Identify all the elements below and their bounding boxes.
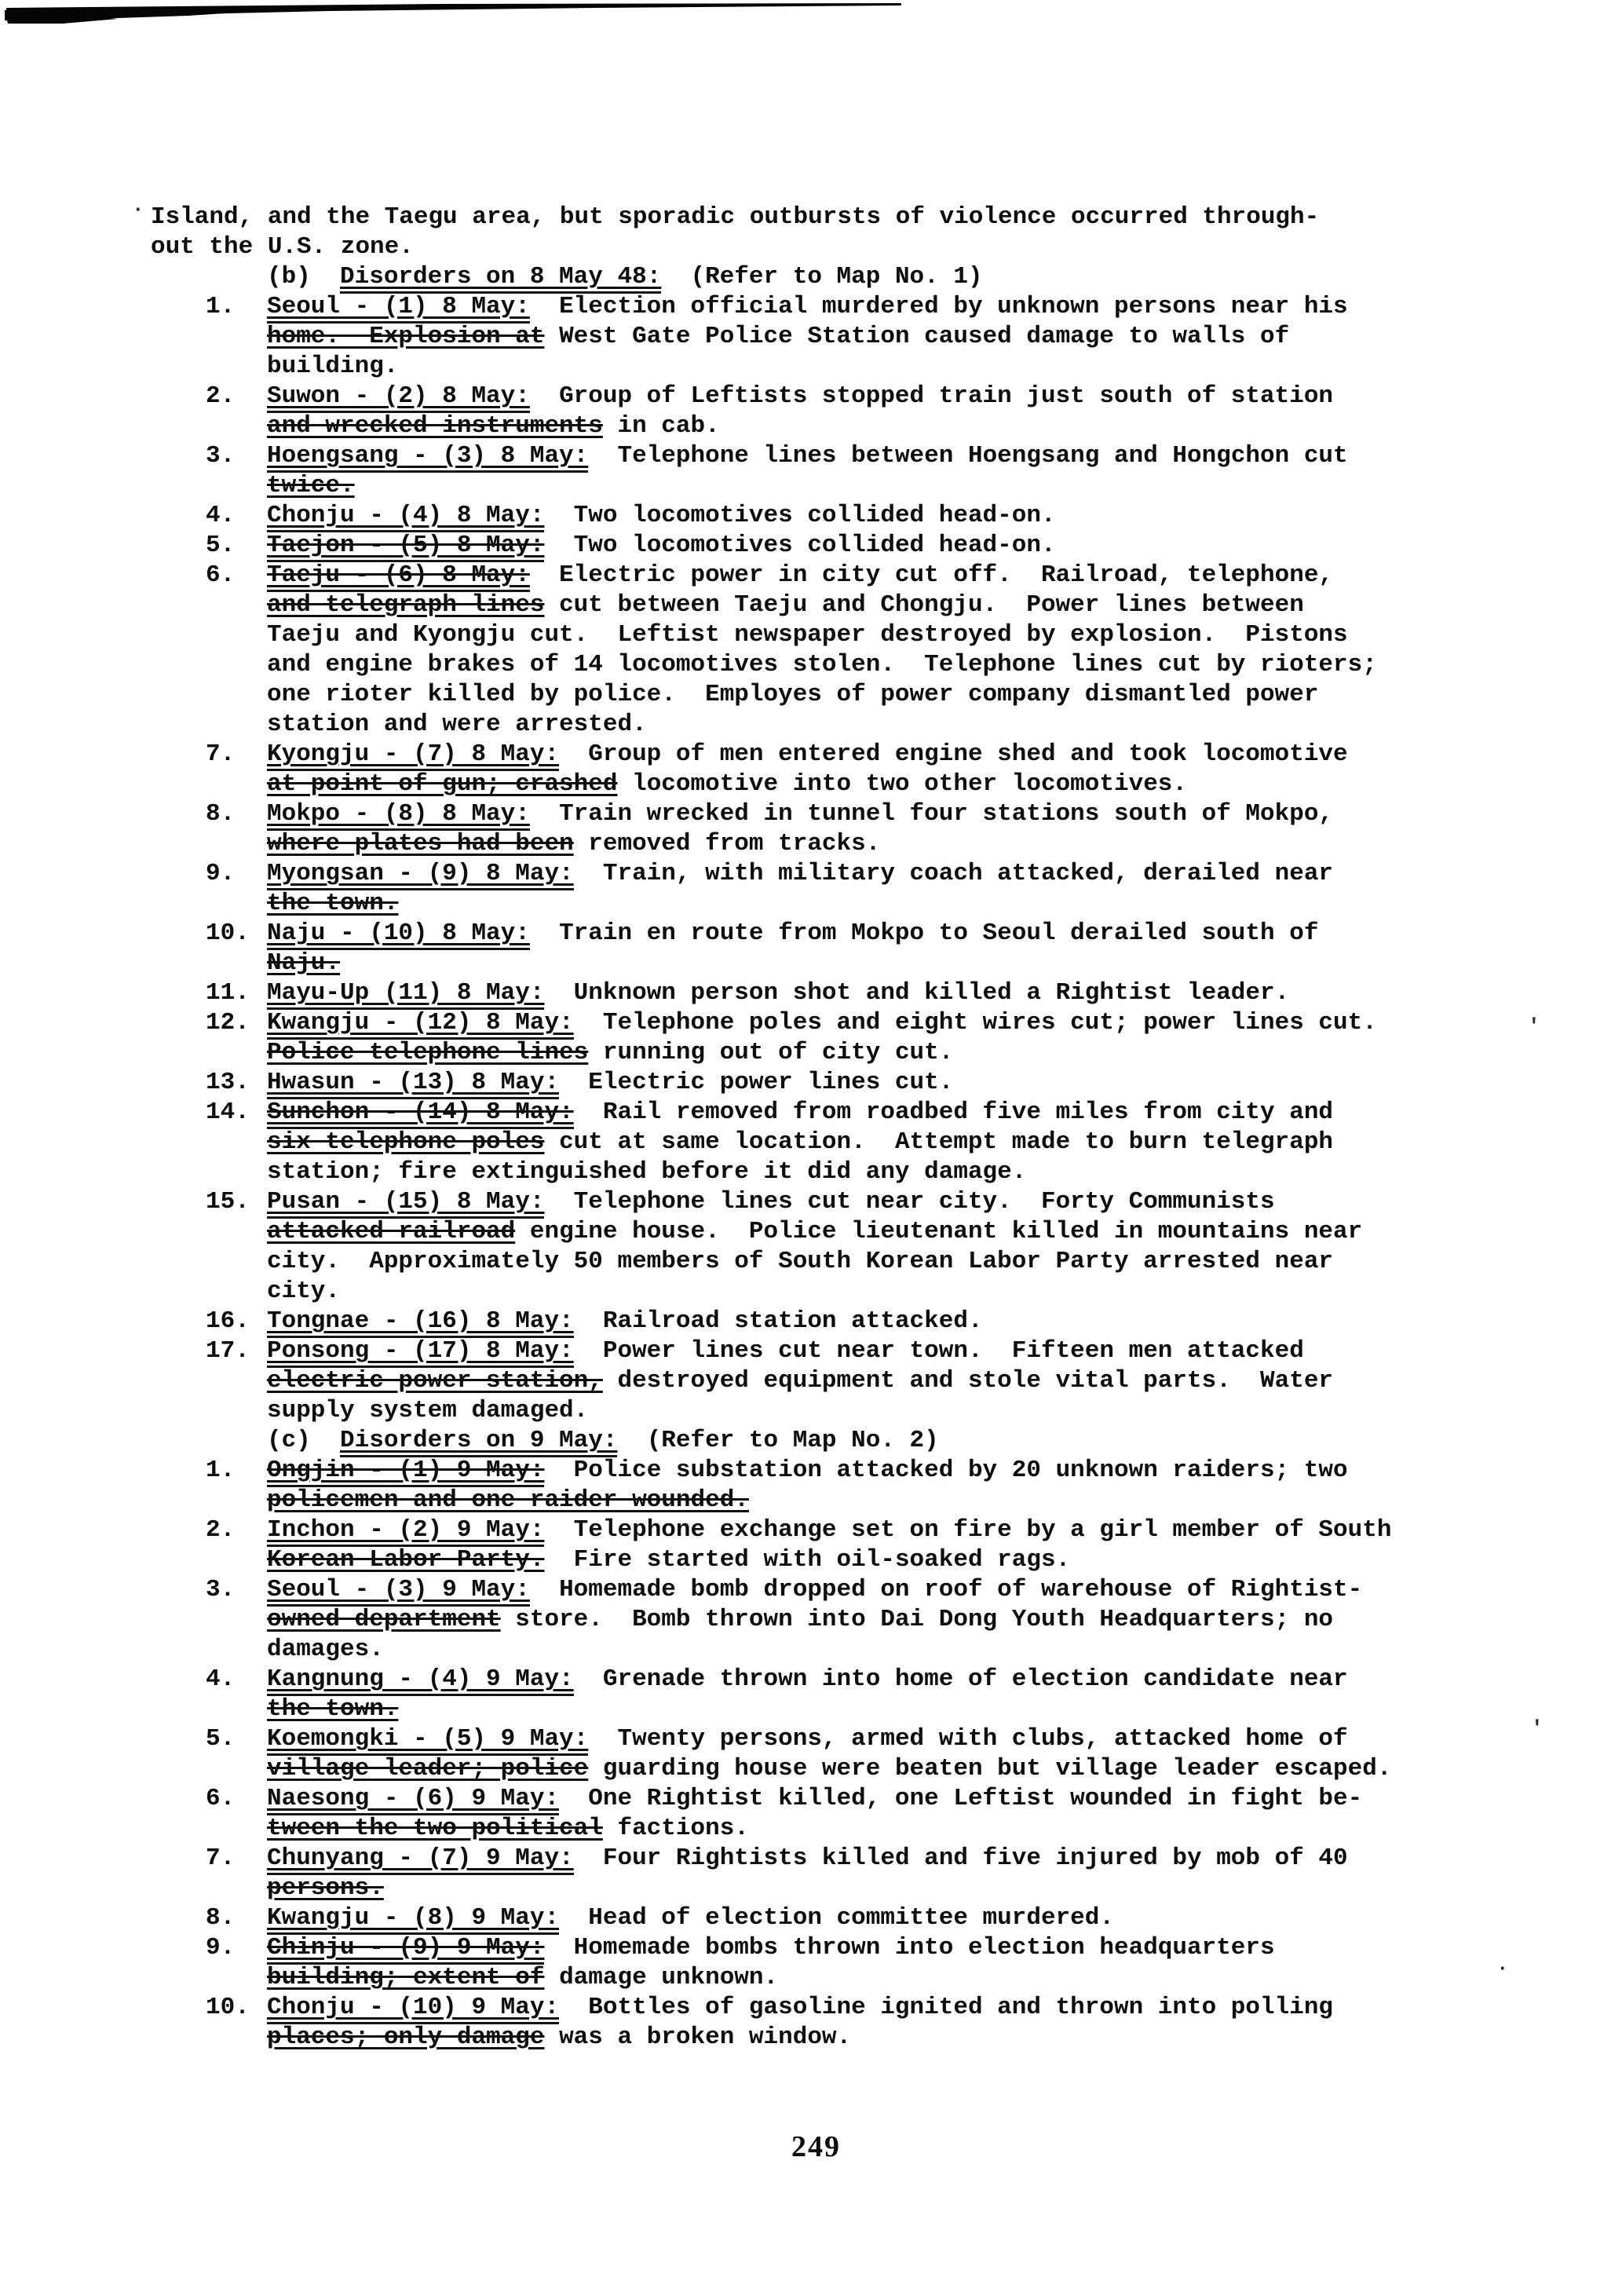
underlined-head: Kyongju - (7) 8 May: [267, 740, 559, 771]
text-segment: Electric power in city cut off. Railroad, telephone, [529, 561, 1334, 589]
struck-text-segment: village leader; police [267, 1755, 589, 1782]
struck-text-segment: twice. [267, 472, 355, 499]
text-segment: cut between Taeju and Chongju. Power lines between [544, 591, 1304, 619]
underlined-struck-head: Taejon - (5) 8 May: [267, 532, 544, 562]
item-number: 10. [206, 1994, 250, 2021]
text-segment: Rail removed from roadbed five miles from city and [573, 1099, 1334, 1126]
text-segment: removed from tracks. [573, 830, 881, 857]
underlined-head: Chonju - (4) 8 May: [267, 502, 544, 532]
doc-line [151, 889, 1501, 919]
text-segment: and engine brakes of 14 locomotives stolen. Telephone lines cut by rioters; [267, 651, 1377, 678]
struck-text-segment: building; extent of [267, 1964, 545, 1991]
doc-line [151, 1336, 1501, 1366]
doc-line [151, 531, 1501, 561]
doc-line [151, 1874, 1501, 1903]
text-segment: One Rightist killed, one Leftist wounded in fight be- [559, 1785, 1363, 1812]
item-number: 3. [206, 1576, 236, 1603]
text-segment: Train wrecked in tunnel four stations south of Mokpo, [529, 800, 1334, 828]
item-number: 6. [206, 561, 236, 589]
text-segment: Telephone exchange set on fire by a girl member of South [544, 1516, 1392, 1544]
text-segment: supply system damaged. [267, 1397, 589, 1424]
text-segment: Railroad station attacked. [573, 1307, 983, 1335]
doc-line [151, 919, 1501, 949]
doc-line [151, 1724, 1501, 1754]
text-segment: Head of election committee murdered. [559, 1904, 1114, 1932]
text-segment: in cab. [602, 412, 720, 440]
text-segment: was a broken window. [544, 2024, 852, 2051]
item-number: 9. [206, 860, 236, 887]
underlined-head: Hoengsang - (3) 8 May: [267, 442, 588, 473]
doc-line [151, 1366, 1501, 1396]
underlined-head: Tongnae - (16) 8 May: [267, 1307, 574, 1338]
text-segment: Election official murdered by unknown persons near his [529, 293, 1348, 320]
struck-text-segment: attacked railroad [267, 1218, 516, 1245]
struck-text-segment: places; only damage [267, 2024, 545, 2051]
item-number: 5. [206, 1725, 236, 1753]
doc-line [151, 501, 1501, 531]
item-number: 6. [206, 1785, 236, 1812]
item-number: 1. [206, 1457, 236, 1484]
text-segment: one rioter killed by police. Employes of power company dismantled power [267, 681, 1319, 708]
text-segment: running out of city cut. [588, 1039, 954, 1066]
item-number: 14. [206, 1099, 250, 1126]
text-segment: (c) [267, 1427, 341, 1454]
struck-text-segment: tween the two political [267, 1815, 603, 1842]
text-segment: Homemade bomb dropped on roof of warehouse of Rightist- [529, 1576, 1363, 1603]
text-segment: station and were arrested. [267, 711, 647, 738]
text-segment: Telephone poles and eight wires cut; power lines cut. [573, 1009, 1377, 1036]
struck-text-segment: and telegraph lines [267, 591, 545, 619]
item-number: 10. [206, 919, 250, 947]
item-number: 8. [206, 1904, 236, 1932]
doc-line [151, 1008, 1501, 1038]
text-segment: West Gate Police Station caused damage to walls of [544, 323, 1290, 350]
text-segment: Homemade bombs thrown into election headquarters [544, 1934, 1275, 1961]
item-number: 4. [206, 502, 236, 529]
scan-smear-artifact [0, 0, 942, 31]
item-number: 13. [206, 1069, 250, 1096]
text-segment: Train, with military coach attacked, derailed near [573, 860, 1334, 887]
text-segment: Fire started with oil-soaked rags. [544, 1546, 1071, 1574]
text-segment: damages. [267, 1636, 384, 1663]
struck-text-segment: home. Explosion at [267, 323, 545, 350]
doc-line [151, 441, 1501, 471]
doc-line [151, 740, 1501, 770]
doc-line [151, 1903, 1501, 1933]
doc-line [151, 1247, 1501, 1277]
struck-text-segment: at point of gun; crashed [267, 770, 618, 798]
struck-text-segment: owned department [267, 1606, 501, 1633]
page-number: 249 [791, 2130, 841, 2163]
underlined-head: Ponsong - (17) 8 May: [267, 1337, 574, 1368]
doc-line [151, 2023, 1501, 2053]
underlined-head: Disorders on 9 May: [340, 1427, 617, 1457]
doc-line [151, 1515, 1501, 1545]
item-number: 1. [206, 293, 236, 320]
doc-line [151, 590, 1501, 620]
stray-scan-mark: ' [1528, 1015, 1540, 1038]
doc-line [151, 829, 1501, 859]
underlined-struck-head: Chinju - (9) 9 May: [267, 1934, 544, 1965]
doc-line [151, 1128, 1501, 1157]
doc-line [151, 1098, 1501, 1128]
text-segment: Electric power lines cut. [559, 1069, 954, 1096]
text-segment: (Refer to Map No. 1) [661, 263, 983, 291]
struck-text-segment: and wrecked instruments [267, 412, 603, 440]
text-segment: destroyed equipment and stole vital parts. Water [602, 1367, 1334, 1395]
underlined-head: Chonju - (10) 9 May: [267, 1994, 559, 2024]
underlined-head: Chunyang - (7) 9 May: [267, 1844, 574, 1875]
stray-scan-mark: · [1496, 1957, 1509, 1980]
underlined-head: Naesong - (6) 9 May: [267, 1785, 559, 1815]
text-segment: station; fire extinguished before it did any damage. [267, 1158, 1027, 1186]
text-segment: Group of men entered engine shed and took locomotive [559, 740, 1348, 768]
doc-line [151, 1456, 1501, 1486]
item-number: 17. [206, 1337, 250, 1365]
text-segment: engine house. Police lieutenant killed in mountains near [515, 1218, 1363, 1245]
underlined-head: Kwangju - (8) 9 May: [267, 1904, 559, 1935]
doc-line [151, 1695, 1501, 1724]
doc-line [151, 262, 1501, 292]
text-segment: Island, and the Taegu area, but sporadic outbursts of violence occurred through- [151, 203, 1320, 231]
text-segment: Two locomotives collided head-on. [544, 532, 1056, 559]
item-number: 12. [206, 1009, 250, 1036]
doc-line [151, 203, 1501, 232]
underlined-head: Disorders on 8 May 48: [340, 263, 661, 294]
doc-line [151, 1754, 1501, 1784]
stray-scan-mark: ' [1531, 1717, 1543, 1740]
struck-text-segment: the town. [267, 890, 399, 917]
item-number: 9. [206, 1934, 236, 1961]
text-segment: cut at same location. Attempt made to burn telegraph [544, 1128, 1334, 1156]
text-segment: Police substation attacked by 20 unknown raiders; two [544, 1457, 1348, 1484]
doc-line [151, 292, 1501, 322]
underlined-head: Mokpo - (8) 8 May: [267, 800, 530, 831]
text-segment: Bottles of gasoline ignited and thrown into polling [559, 1994, 1334, 2021]
doc-line [151, 1605, 1501, 1635]
doc-line [151, 1486, 1501, 1515]
underlined-head: Naju - (10) 8 May: [267, 919, 530, 950]
doc-line [151, 1187, 1501, 1217]
item-number: 4. [206, 1665, 236, 1693]
text-segment: Power lines cut near town. Fifteen men attacked [573, 1337, 1304, 1365]
text-segment: Taeju and Kyongju cut. Leftist newspaper destroyed by explosion. Pistons [267, 621, 1348, 649]
doc-line [151, 1157, 1501, 1187]
struck-text-segment: the town. [267, 1695, 399, 1723]
item-number: 7. [206, 1844, 236, 1872]
doc-line [151, 1665, 1501, 1695]
underlined-struck-head: Sunchon - (14) 8 May: [267, 1099, 574, 1129]
text-segment: store. Bomb thrown into Dai Dong Youth Headquarters; no [500, 1606, 1334, 1633]
underlined-head: Kangnung - (4) 9 May: [267, 1665, 574, 1696]
struck-text-segment: six telephone poles [267, 1128, 545, 1156]
text-segment: Train en route from Mokpo to Seoul derailed south of [529, 919, 1319, 947]
doc-line [151, 1575, 1501, 1605]
struck-text-segment: Korean Labor Party. [267, 1546, 545, 1574]
item-number: 15. [206, 1188, 250, 1216]
item-number: 7. [206, 740, 236, 768]
doc-line [151, 1814, 1501, 1844]
text-segment: guarding house were beaten but village leader escaped. [588, 1755, 1392, 1782]
struck-text-segment: where plates had been [267, 830, 574, 857]
item-number: 3. [206, 442, 236, 470]
underlined-head: Seoul - (3) 9 May: [267, 1576, 530, 1607]
doc-line [151, 1277, 1501, 1307]
underlined-head: Mayu-Up (11) 8 May: [267, 979, 544, 1010]
item-number: 11. [206, 979, 250, 1007]
text-segment: Four Rightists killed and five injured by mob of 40 [573, 1844, 1348, 1872]
text-segment: Two locomotives collided head-on. [544, 502, 1056, 529]
stray-scan-mark: · [132, 198, 144, 221]
doc-line [151, 1993, 1501, 2023]
underlined-head: Hwasun - (13) 8 May: [267, 1069, 559, 1099]
underlined-struck-head: Taeju - (6) 8 May: [267, 561, 530, 592]
doc-line [151, 1038, 1501, 1068]
doc-line [151, 1545, 1501, 1575]
item-number: 2. [206, 382, 236, 410]
item-number: 5. [206, 532, 236, 559]
item-number: 8. [206, 800, 236, 828]
text-segment: damage unknown. [544, 1964, 779, 1991]
underlined-struck-head: Ongjin - (1) 9 May: [267, 1457, 544, 1487]
text-segment: Twenty persons, armed with clubs, attacked home of [588, 1725, 1348, 1753]
doc-line [151, 352, 1501, 382]
underlined-head: Inchon - (2) 9 May: [267, 1516, 544, 1547]
text-segment: city. Approximately 50 members of South Korean Labor Party arrested near [267, 1248, 1334, 1275]
underlined-head: Pusan - (15) 8 May: [267, 1188, 544, 1219]
text-segment: locomotive into two other locomotives. [617, 770, 1188, 798]
underlined-head: Myongsan - (9) 8 May: [267, 860, 574, 890]
doc-line [151, 382, 1501, 411]
underlined-head: Seoul - (1) 8 May: [267, 293, 530, 324]
struck-text-segment: Naju. [267, 949, 341, 977]
text-segment: Unknown person shot and killed a Rightist leader. [544, 979, 1290, 1007]
doc-line [151, 561, 1501, 590]
doc-line [151, 680, 1501, 710]
underlined-head: Kwangju - (12) 8 May: [267, 1009, 574, 1040]
doc-line [151, 322, 1501, 352]
text-segment: Group of Leftists stopped train just south of station [529, 382, 1334, 410]
doc-line [151, 710, 1501, 740]
doc-line [151, 770, 1501, 799]
text-segment: Grenade thrown into home of election candidate near [573, 1665, 1348, 1693]
doc-line [151, 650, 1501, 680]
text-segment: (b) [267, 263, 341, 291]
doc-line [151, 620, 1501, 650]
struck-text-segment: electric power station, [267, 1367, 603, 1395]
doc-line [151, 232, 1501, 262]
text-segment: out the U.S. zone. [151, 233, 414, 261]
doc-line [151, 859, 1501, 889]
item-number: 16. [206, 1307, 250, 1335]
doc-line [151, 1933, 1501, 1963]
doc-line [151, 1844, 1501, 1874]
doc-line [151, 949, 1501, 978]
struck-text-segment: Police telephone lines [267, 1039, 589, 1066]
text-segment: (Refer to Map No. 2) [617, 1427, 939, 1454]
doc-line [151, 1784, 1501, 1814]
text-segment: factions. [602, 1815, 749, 1842]
doc-line [151, 471, 1501, 501]
struck-text-segment: persons. [267, 1874, 384, 1902]
doc-line [151, 1068, 1501, 1098]
doc-line [151, 1963, 1501, 1993]
doc-line [151, 978, 1501, 1008]
text-segment: city. [267, 1278, 341, 1305]
doc-line [151, 1307, 1501, 1336]
text-segment: building. [267, 353, 399, 380]
document-body [151, 203, 1501, 2053]
doc-line [151, 411, 1501, 441]
underlined-head: Koemongki - (5) 9 May: [267, 1725, 588, 1756]
underlined-head: Suwon - (2) 8 May: [267, 382, 530, 413]
text-segment: Telephone lines cut near city. Forty Communists [544, 1188, 1275, 1216]
item-number: 2. [206, 1516, 236, 1544]
text-segment: Telephone lines between Hoengsang and Hongchon cut [588, 442, 1348, 470]
doc-line [151, 1217, 1501, 1247]
doc-line [151, 1635, 1501, 1665]
doc-line [151, 1426, 1501, 1456]
doc-line [151, 1396, 1501, 1426]
doc-line [151, 799, 1501, 829]
struck-text-segment: policemen and one raider wounded. [267, 1486, 749, 1514]
